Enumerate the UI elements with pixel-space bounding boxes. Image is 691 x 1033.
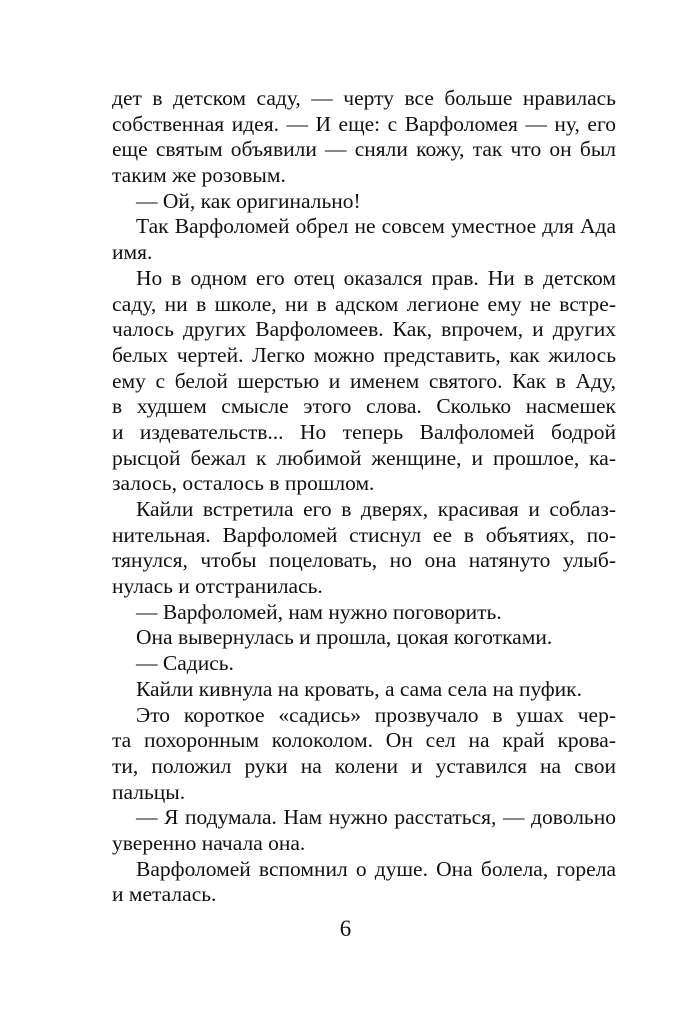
text-line: Варфоломей вспомнил о душе. Она болела, горела [136, 856, 616, 881]
text-line: рысцой бежал к любимой женщине, и прошлое, ка- [112, 445, 616, 470]
text-line: залось, осталось в прошлом. [112, 471, 375, 496]
text-line: в худшем смысле этого слова. Сколько насмешек [112, 394, 616, 419]
body-text [112, 86, 616, 908]
text-line: — Варфоломей, нам нужно поговорить. [136, 599, 502, 624]
text-line: белых чертей. Легко можно представить, как жилось [112, 342, 616, 367]
text-line: нительная. Варфоломей стиснул ее в объятиях, по- [112, 522, 616, 547]
text-line: ему с белой шерстью и именем святого. Как в Аду, [112, 368, 616, 393]
text-line: Она вывернулась и прошла, цокая коготками. [136, 625, 553, 650]
text-line: и металась. [112, 882, 217, 907]
text-line: уверенно начала она. [112, 830, 306, 855]
text-line: собственная идея. — И еще: с Варфоломея — ну, его [112, 111, 616, 136]
text-line: Кайли встретила его в дверях, красивая и соблаз- [136, 497, 616, 521]
text-line: Кайли кивнула на кровать, а сама села на пуфик. [136, 676, 582, 701]
text-line: имя. [112, 240, 153, 265]
text-line: та похоронным колоколом. Он сел на край крова- [112, 728, 616, 753]
text-line: таким же розовым. [112, 163, 286, 188]
page-number: 6 [339, 916, 352, 941]
text-line: саду, ни в школе, ни в адском легионе ему не встре- [112, 291, 616, 316]
text-line: — Ой, как оригинально! [136, 188, 361, 213]
text-line: нулась и отстранилась. [112, 574, 323, 599]
text-line: Так Варфоломей обрел не совсем уместное для Ада [136, 214, 616, 239]
text-line: и издевательств... Но теперь Валфоломей бодрой [112, 419, 616, 444]
text-line: тянулся, чтобы поцеловать, но она натянуто улыб- [112, 548, 616, 573]
text-line: — Садись. [136, 651, 234, 676]
text-line: ти, положил руки на колени и уставился на свои [112, 753, 616, 778]
text-line: пальцы. [112, 779, 186, 804]
text-line: чалось других Варфоломеев. Как, впрочем, и других [112, 317, 616, 342]
text-line: — Я подумала. Нам нужно расстаться, — довольно [136, 805, 616, 830]
text-line: еще святым объявили — сняли кожу, так что он был [112, 137, 616, 162]
text-line: дет в детском саду, — черту все больше нравилась [112, 86, 616, 110]
text-line: Это короткое «садись» прозвучало в ушах чер- [136, 702, 616, 727]
text-line: Но в одном его отец оказался прав. Ни в детском [136, 265, 616, 290]
